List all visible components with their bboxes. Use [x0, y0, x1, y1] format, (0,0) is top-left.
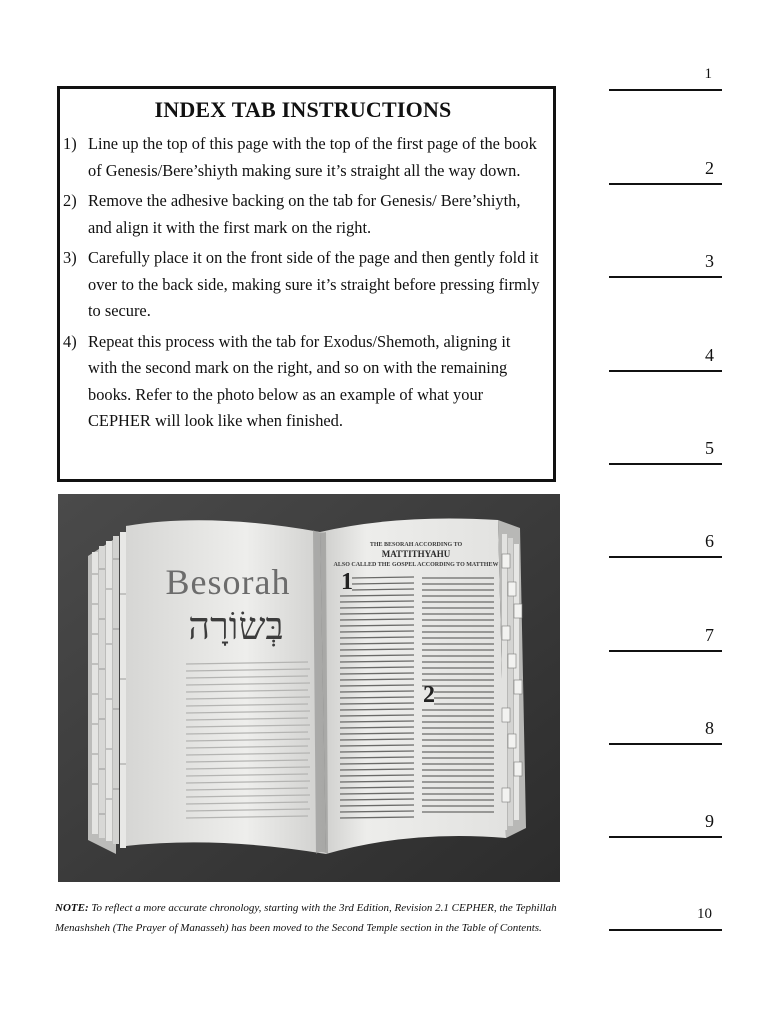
left-page-hebrew: בְּשׂוֹרָה: [188, 604, 284, 648]
right-page-heading-small: THE BESORAH ACCORDING TO: [369, 542, 463, 548]
tab-mark-number: 3: [705, 251, 714, 271]
instructions-box: [57, 86, 556, 482]
tab-mark-number: 10: [697, 906, 712, 922]
instruction-step-2: [63, 188, 543, 241]
tab-mark-line: [609, 276, 722, 278]
right-page-heading-sub: ALSO CALLED THE GOSPEL ACCORDING TO MATTHEW: [333, 562, 499, 568]
note-text: To reflect a more accurate chronology, starting with the 3rd Edition, Revision 2.1 CEPHER, the Tephillah Menashsheh (The Prayer of Manasseh) has been moved to the Second Temple section in the Table of Contents.: [55, 902, 557, 934]
step-text: Remove the adhesive backing on the tab for Genesis/ Bere’shiyth, and align it with the first mark on the right.: [88, 191, 521, 237]
tab-mark-number: 4: [705, 345, 714, 365]
chapter-one-dropcap: 1: [341, 569, 353, 595]
tab-mark-number: 8: [705, 718, 714, 738]
tab-mark-line: [609, 556, 722, 558]
tab-mark-line: [609, 929, 722, 931]
step-number: 2): [63, 191, 77, 210]
tab-mark-line: [609, 650, 722, 652]
tab-mark-line: [609, 89, 722, 91]
note: [55, 898, 595, 938]
tab-mark-line: [609, 743, 722, 745]
step-number: 3): [63, 248, 77, 267]
instructions-title: INDEX TAB INSTRUCTIONS: [154, 97, 452, 122]
example-photo: [58, 494, 560, 882]
tab-mark-number: 1: [704, 66, 712, 82]
tab-mark-number: 7: [705, 625, 714, 645]
step-text: Repeat this process with the tab for Exodus/Shemoth, aligning it with the second mark on the right, and so on with the remaining books. Refer to the photo below as an example of what your CEPHER will look like when finished.: [88, 331, 511, 430]
instruction-step-1: [63, 131, 543, 184]
right-page-heading-main: MATTITHYAHU: [381, 549, 451, 559]
tab-mark-line: [609, 370, 722, 372]
instruction-step-4: [63, 329, 543, 435]
tabbed-book-illustration: [58, 494, 560, 882]
tab-mark-number: 2: [705, 158, 714, 178]
chapter-two-dropcap: 2: [423, 682, 435, 708]
left-tab-stack: [88, 532, 126, 854]
step-text: Line up the top of this page with the top of the first page of the book of Genesis/Bere’shiyth making sure it’s straight all the way down.: [88, 134, 537, 180]
note-label: NOTE:: [55, 902, 89, 914]
step-number: 4): [63, 331, 77, 351]
step-number: 1): [63, 134, 77, 153]
tab-mark-line: [609, 463, 722, 465]
tab-mark-number: 6: [705, 531, 714, 551]
tab-mark-number: 9: [705, 811, 714, 831]
tab-mark-line: [609, 836, 722, 838]
tab-mark-number: 5: [705, 438, 714, 458]
tab-mark-line: [609, 183, 722, 185]
step-text: Carefully place it on the front side of the page and then gently fold it over to the back side, making sure it’s straight before pressing firmly to secure.: [88, 248, 540, 320]
left-page-title: Besorah: [165, 562, 291, 602]
instructions-steps: [63, 131, 543, 435]
instruction-step-3: [63, 245, 543, 325]
